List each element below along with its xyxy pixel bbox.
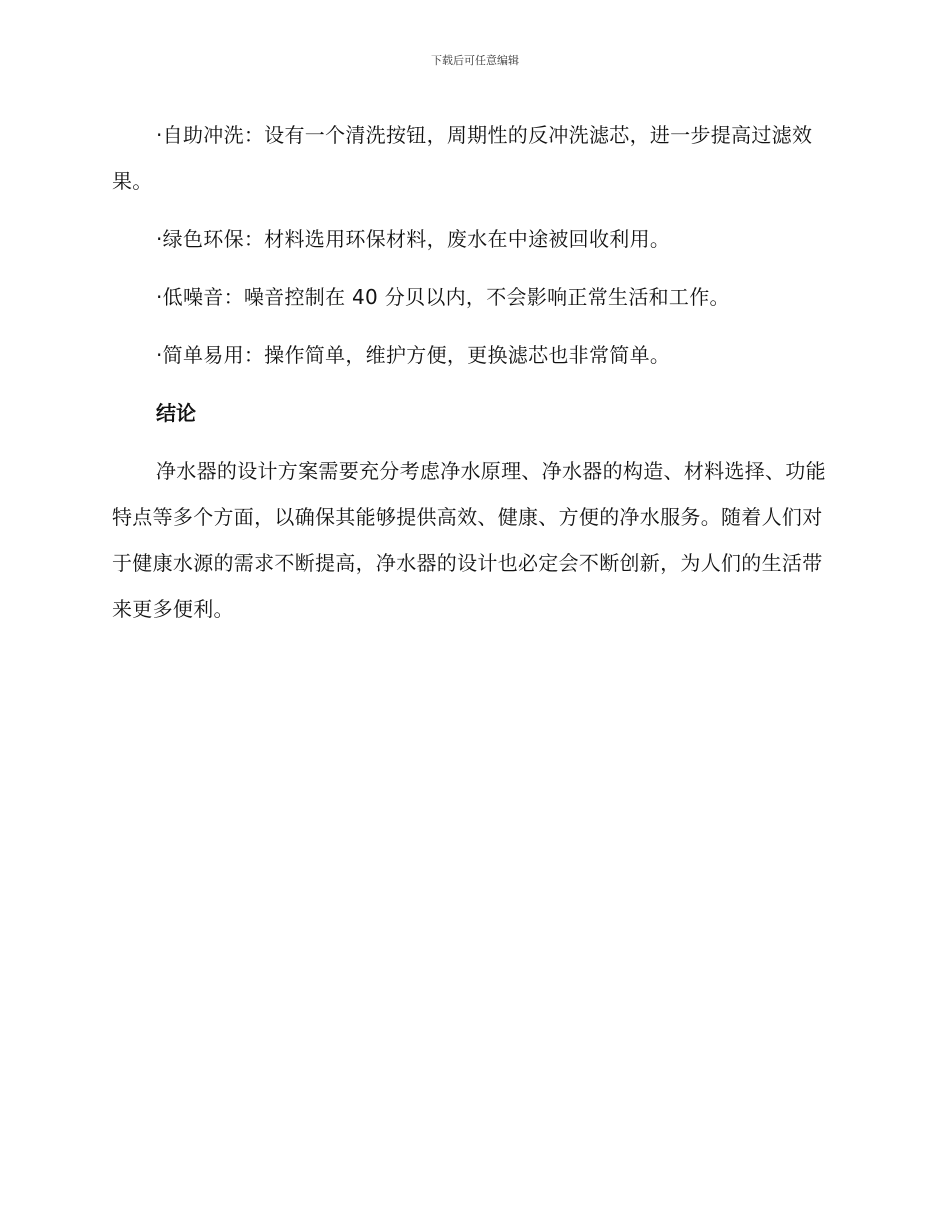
feature-item-easy-use xyxy=(112,332,834,378)
conclusion-paragraph: 净水器的设计方案需要充分考虑净水原理、净水器的构造、材料选择、功能特点等多个方面，以确保其能够提供高效、健康、方便的净水服务。随着人们对于健康水源的需求不断提高，净水器的设计也必定会不断创新，为人们的生活带来更多便利。 xyxy=(112,459,826,621)
feature-text: 简单易用：操作简单，维护方便，更换滤芯也非常简单。 xyxy=(162,343,671,367)
bullet-icon: · xyxy=(156,343,163,367)
bullet-icon: · xyxy=(156,123,163,147)
feature-text: 绿色环保：材料选用环保材料，废水在中途被回收利用。 xyxy=(162,227,671,251)
feature-text: 低噪音：噪音控制在 40 分贝以内，不会影响正常生活和工作。 xyxy=(162,285,730,309)
conclusion-heading: 结论 xyxy=(156,401,196,425)
page-header: 下载后可任意编辑 xyxy=(431,54,519,67)
document-body xyxy=(112,112,834,632)
feature-item-low-noise xyxy=(112,274,834,320)
bullet-icon: · xyxy=(156,227,163,251)
feature-text: 自助冲洗：设有一个清洗按钮，周期性的反冲洗滤芯，进一步提高过滤效果。 xyxy=(112,123,813,193)
bullet-icon: · xyxy=(156,285,163,309)
feature-item-eco xyxy=(112,216,834,262)
feature-item-self-flush xyxy=(112,112,834,204)
